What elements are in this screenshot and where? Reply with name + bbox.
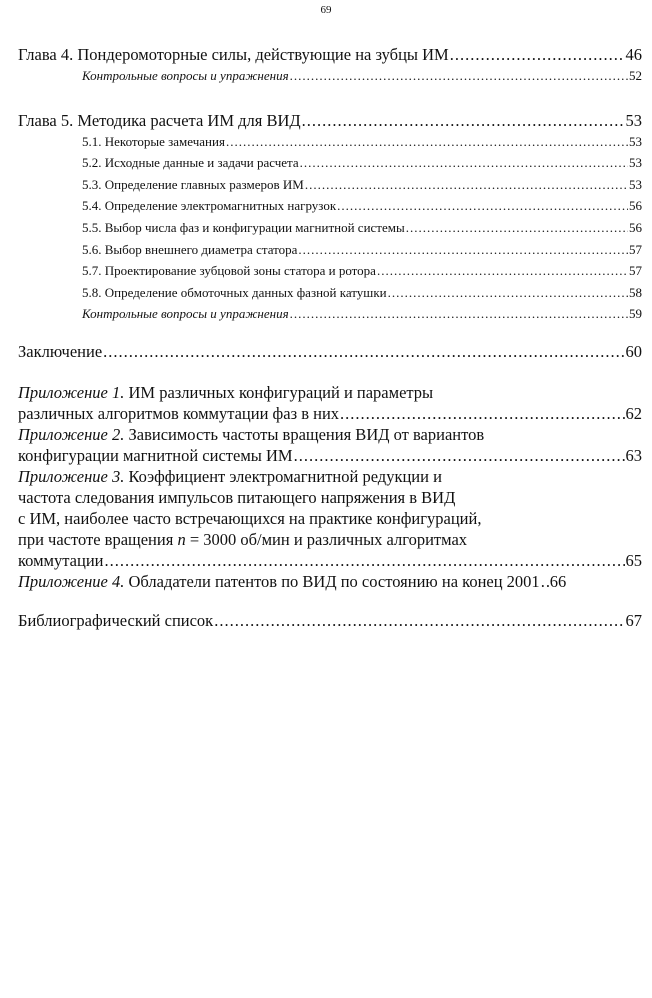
toc-entry-page: 58: [629, 284, 642, 300]
toc-chapter-5[interactable]: [18, 110, 642, 131]
appendix-title-line: Зависимость частоты вращения ВИД от вариантов: [124, 424, 485, 444]
toc-entry-title: 5.2. Исходные данные и задачи расчета: [82, 155, 299, 171]
table-of-contents: [18, 44, 642, 631]
toc-entry-title: 5.8. Определение обмоточных данных фазной катушки: [82, 284, 387, 300]
toc-entry-title: Контрольные вопросы и упражнения: [82, 306, 289, 322]
toc-entry-page: 57: [629, 241, 642, 257]
appendix-title-line: частота следования импульсов питающего напряжения в ВИД: [18, 487, 456, 507]
appendix-title-line: Коэффициент электромагнитной редукции и: [124, 466, 442, 486]
leader-dots: [103, 341, 624, 362]
leader-dots: [104, 550, 624, 571]
appendix-title-line: конфигурации магнитной системы ИМ: [18, 445, 293, 465]
toc-entry-page: 53: [629, 133, 642, 149]
appendix-label: Приложение 3.: [18, 466, 125, 486]
toc-conclusion[interactable]: [18, 341, 642, 362]
toc-entry-title: Библиографический список: [18, 610, 214, 630]
toc-entry-page: 46: [625, 45, 642, 64]
leader-dots: [541, 571, 549, 592]
leader-dots: [450, 44, 625, 65]
leader-dots: [305, 174, 628, 196]
toc-entry-title: Глава 5. Методика расчета ИМ для ВИД: [18, 110, 301, 130]
leader-dots: [406, 217, 628, 239]
toc-entry-title: 5.5. Выбор числа фаз и конфигурации магнитной системы: [82, 219, 405, 235]
appendix-label: Приложение 2.: [18, 424, 125, 444]
toc-entry-page: 65: [625, 550, 642, 570]
leader-dots: [377, 260, 628, 282]
toc-entry-page: 53: [629, 155, 642, 171]
appendix-title-line: при частоте вращения: [18, 529, 178, 549]
toc-bibliography[interactable]: [18, 610, 642, 631]
leader-dots: [337, 195, 628, 217]
leader-dots: [300, 152, 628, 174]
toc-entry-page: 56: [629, 219, 642, 235]
toc-chapter-5-review[interactable]: [18, 303, 642, 325]
toc-section-5-7[interactable]: [18, 260, 642, 282]
toc-section-5-3[interactable]: [18, 174, 642, 196]
leader-dots: [290, 303, 628, 325]
leader-dots: [388, 282, 628, 304]
toc-entry-title: 5.6. Выбор внешнего диаметра статора: [82, 241, 298, 257]
toc-entry-title: Контрольные вопросы и упражнения: [82, 68, 289, 83]
leader-dots: [226, 131, 628, 153]
toc-chapter-4-review[interactable]: [18, 65, 642, 87]
toc-entry-page: 56: [629, 198, 642, 214]
toc-entry-page: 60: [625, 341, 642, 361]
toc-appendix-3[interactable]: [18, 466, 642, 571]
toc-entry-title: 5.4. Определение электромагнитных нагрузок: [82, 198, 337, 214]
toc-entry-title: Глава 4. Пондеромоторные силы, действующие на зубцы ИМ: [18, 45, 449, 64]
toc-entry-title: 5.7. Проектирование зубцовой зоны статора и ротора: [82, 263, 376, 279]
leader-dots: [294, 445, 625, 466]
toc-entry-page: 67: [625, 610, 642, 630]
toc-section-5-5[interactable]: [18, 217, 642, 239]
toc-entry-page: 66: [549, 571, 567, 591]
toc-section-5-2[interactable]: [18, 152, 642, 174]
toc-appendix-2[interactable]: [18, 424, 642, 466]
toc-entry-title: Заключение: [18, 341, 103, 361]
leader-dots: [214, 610, 624, 631]
toc-entry-page: 57: [629, 263, 642, 279]
toc-entry-page: 52: [629, 68, 642, 83]
toc-entry-page: 62: [625, 403, 642, 423]
toc-entry-page: 53: [625, 110, 642, 130]
appendix-title-line: с ИМ, наиболее часто встречающихся на практике конфигураций,: [18, 508, 482, 528]
appendix-title-line: Обладатели патентов по ВИД по состоянию на конец 2001: [124, 571, 540, 591]
variable-n: n: [177, 529, 186, 549]
toc-entry-page: 53: [629, 176, 642, 192]
leader-dots: [290, 65, 628, 87]
toc-entry-page: 63: [625, 445, 642, 465]
leader-dots: [298, 239, 628, 261]
appendix-title-line: различных алгоритмов коммутации фаз в них: [18, 403, 340, 423]
page-number: 69: [320, 4, 332, 16]
toc-entry-page: 59: [629, 306, 642, 322]
appendix-title-line: коммутации: [18, 550, 104, 570]
appendix-label: Приложение 4.: [18, 571, 125, 591]
toc-section-5-4[interactable]: [18, 195, 642, 217]
appendix-title-line: ИМ различных конфигураций и параметры: [124, 382, 434, 402]
toc-appendix-1[interactable]: [18, 382, 642, 424]
toc-section-5-8[interactable]: [18, 282, 642, 304]
toc-section-5-1[interactable]: [18, 131, 642, 153]
toc-appendix-4[interactable]: [18, 571, 642, 592]
leader-dots: [340, 403, 624, 424]
toc-entry-title: 5.3. Определение главных размеров ИМ: [82, 176, 304, 192]
appendix-label: Приложение 1.: [18, 382, 125, 402]
toc-entry-title: 5.1. Некоторые замечания: [82, 133, 225, 149]
leader-dots: [302, 110, 625, 131]
toc-section-5-6[interactable]: [18, 239, 642, 261]
appendix-title-line: = 3000 об/мин и различных алгоритмах: [185, 529, 468, 549]
toc-chapter-4[interactable]: [18, 44, 642, 65]
